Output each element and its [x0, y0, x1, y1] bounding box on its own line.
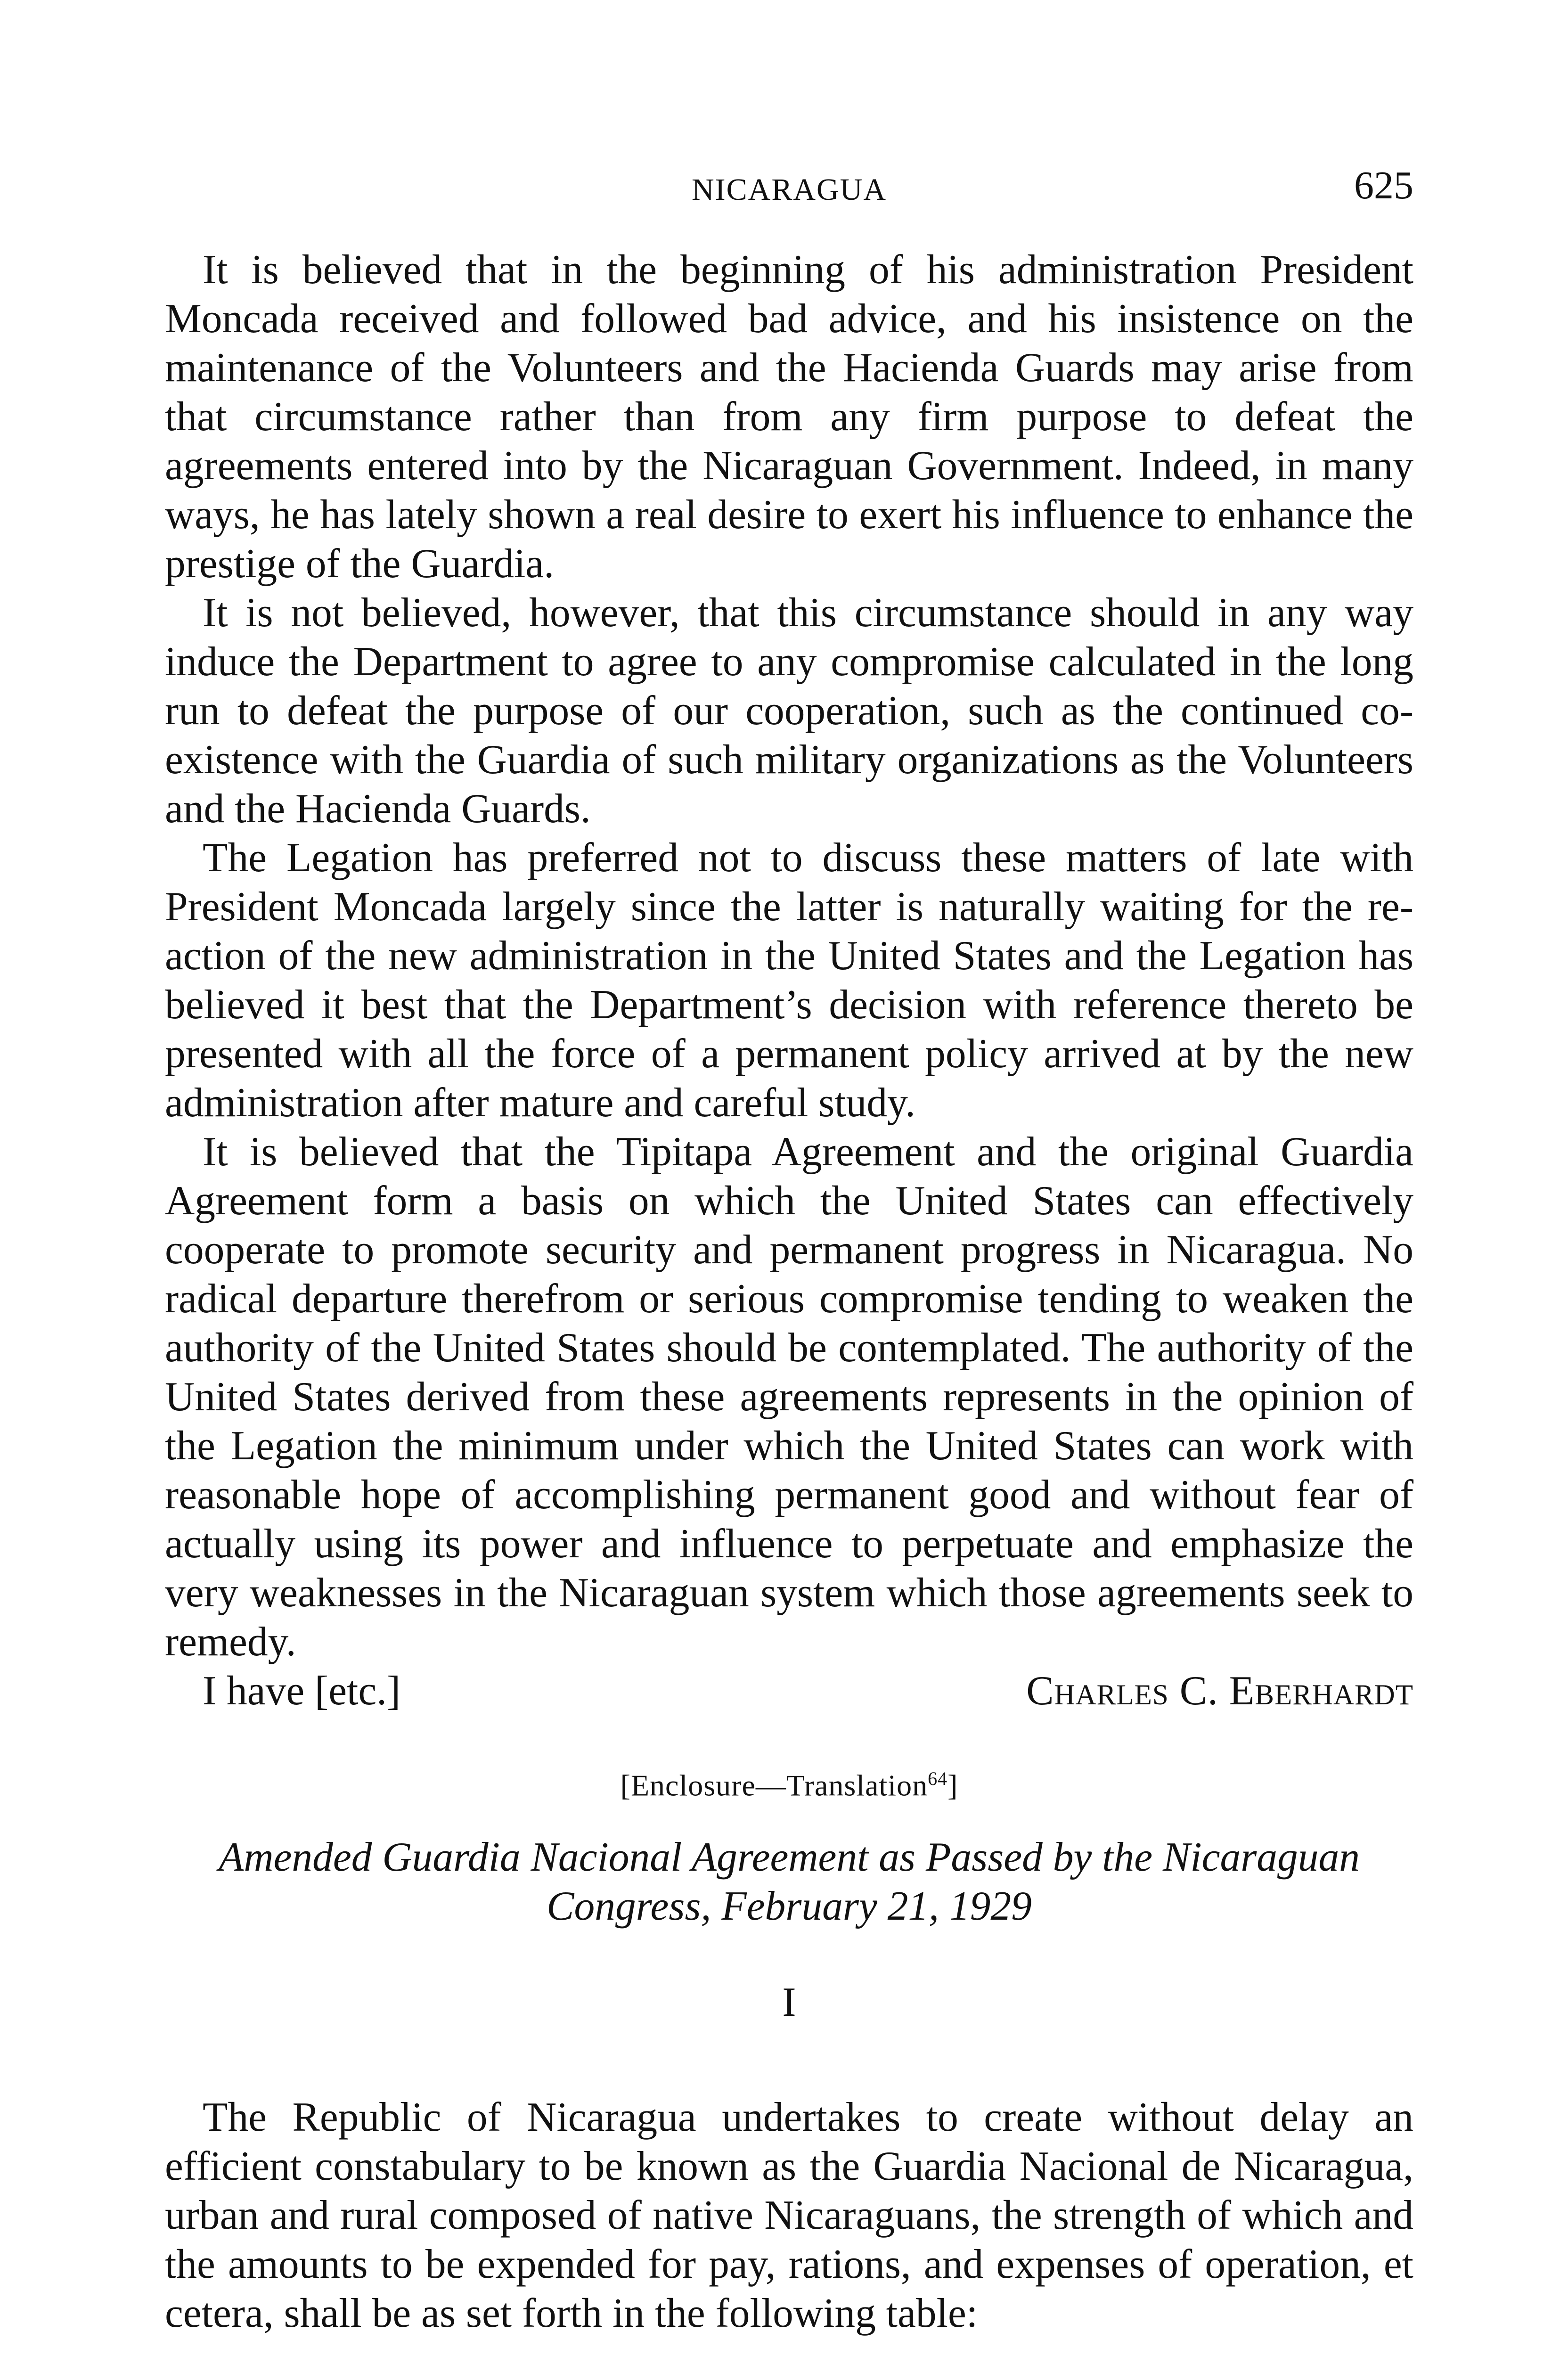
footnote-reference: 64 — [928, 1768, 948, 1789]
page-header — [165, 163, 1413, 219]
agreement-title-line-1: Amended Guardia Nacional Agreement as Passed by the Nicaraguan — [218, 1834, 1360, 1880]
agreement-title — [165, 1832, 1413, 1931]
enclosure-text: [Enclosure—Translation — [620, 1768, 928, 1802]
section-numeral: I — [782, 1979, 796, 2025]
signature: Charles C. Eberhardt — [1026, 1668, 1413, 1713]
closing-salutation: I have [etc.] — [203, 1668, 401, 1713]
paragraph-3: The Legation has preferred not to discuss these matters of late with President Moncada largely since the latter is naturally waiting for the re-action of the new administration in the United States and the Legation has believed it best that the Department’s decision with reference thereto be presented with all the force of a permanent policy arrived at by the new administration after mature and careful study. — [165, 834, 1413, 1125]
page-number: 625 — [1354, 164, 1413, 207]
letter-closing — [165, 1666, 1413, 1715]
article-text: The Republic of Nicaragua undertakes to create without delay an efficient constabulary to be known as the Guardia Nacional de Nicaragua, urban and rural composed of native Nicaraguans, the strength of which and the amounts to be expended for pay, rations, and expenses of operation, et cetera, shall be as set forth in the following table: — [165, 2094, 1413, 2336]
paragraph-1: It is believed that in the beginning of his administration President Moncada received and followed bad advice, and his insistence on the maintenance of the Volunteers and the Hacienda Guards may arise from that circumstance rather than from any firm purpose to defeat the agreements entered into by the Nicaraguan Government. Indeed, in many ways, he has lately shown a real desire to exert his influence to enhance the prestige of the Guardia. — [165, 246, 1413, 586]
paragraph-4: It is believed that the Tipitapa Agreement and the original Guardia Agreement form a basis on which the United States can effectively cooperate to promote security and permanent progress in Nicaragua. No radical departure therefrom or serious compromise tending to weaken the authority of the United States should be contemplated. The authority of the United States derived from these agreements represents in the opinion of the Legation the minimum under which the United States can work with reasonable hope of accomplishing permanent good and without fear of actually using its power and influence to perpetuate and emphasize the very weaknesses in the Nicaraguan system which those agreements seek to remedy. — [165, 1129, 1413, 1664]
body-text — [165, 245, 1413, 2356]
enclosure-close: ] — [947, 1768, 958, 1802]
agreement-title-line-2: Congress, February 21, 1929 — [547, 1883, 1032, 1929]
running-title: NICARAGUA — [692, 172, 887, 207]
paragraph-2: It is not believed, however, that this circumstance should in any way induce the Department to agree to any compromise calculated in the long run to defeat the purpose of our cooperation, such as the continued co-existence with the Guardia of such military organizations as the Volunteers and the Hacienda Guards. — [165, 589, 1413, 831]
enclosure-label — [165, 1760, 1413, 1804]
